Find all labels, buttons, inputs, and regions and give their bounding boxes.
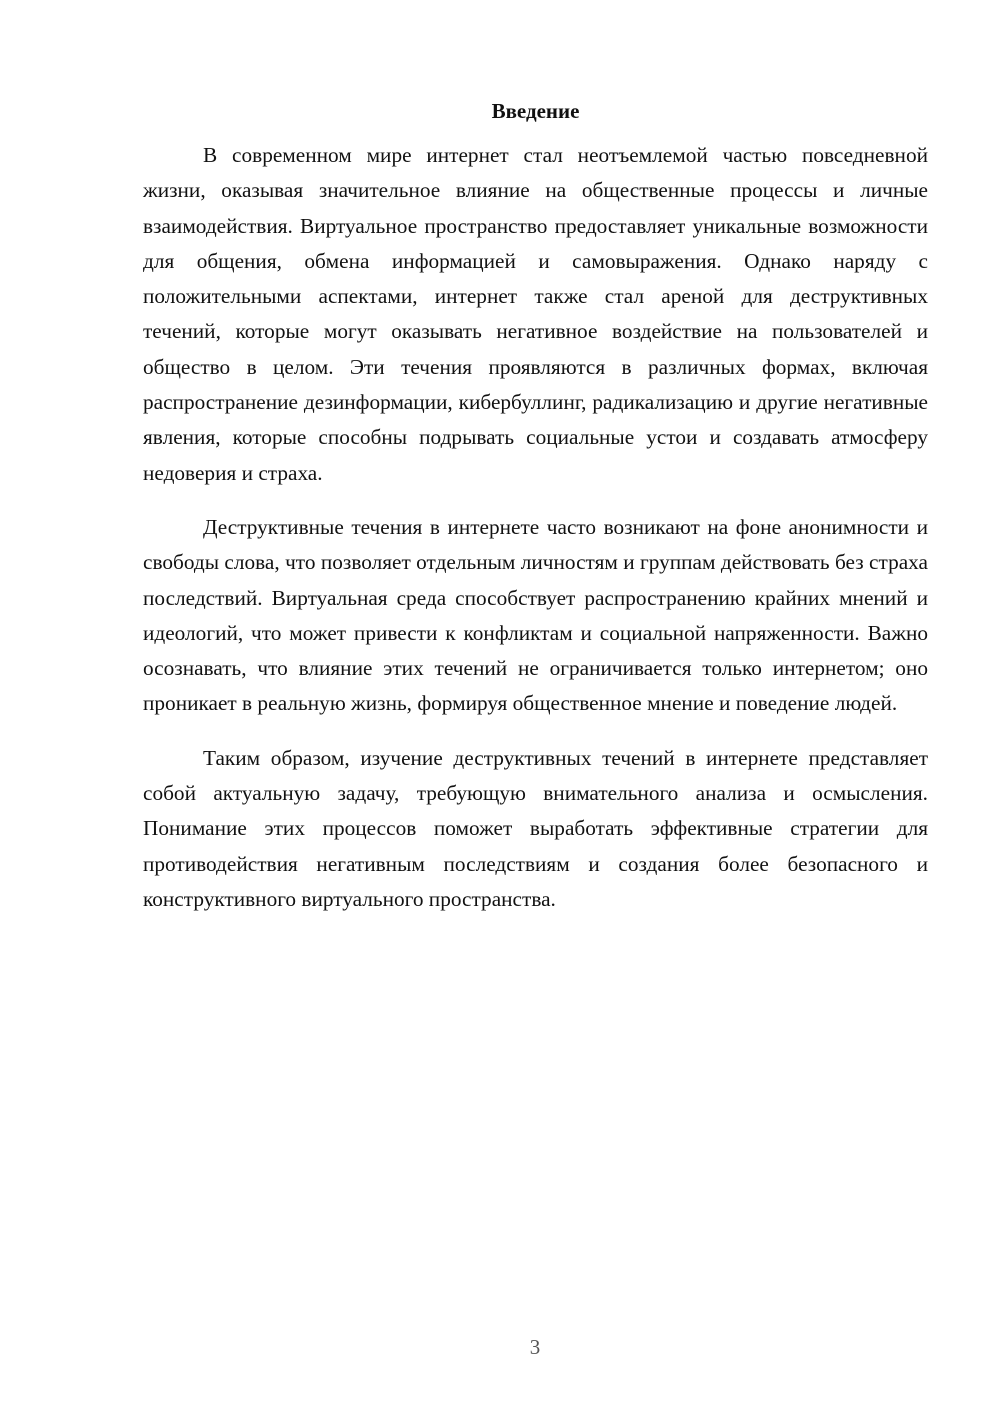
page-content [143, 98, 928, 936]
paragraph-2: Деструктивные течения в интернете часто возникают на фоне анонимности и свободы слова, что позволяет отдельным личностям и группам действовать без страха последствий. Виртуальная среда способствует распространению крайних мнений и идеологий, что может привести к конфликтам и социальной напряженности. Важно осознавать, что влияние этих течений не ограничивается только интернетом; оно проникает в реальную жизнь, формируя общественное мнение и поведение людей. [143, 514, 928, 716]
paragraph-3: Таким образом, изучение деструктивных течений в интернете представляет собой актуальную задачу, требующую внимательного анализа и осмысления. Понимание этих процессов поможет выработать эффективные стратегии для противодействия негативным последствиям и создания более безопасного и конструктивного виртуального пространства. [143, 745, 928, 911]
paragraph-1: В современном мире интернет стал неотъемлемой частью повседневной жизни, оказывая значительное влияние на общественные процессы и личные взаимодействия. Виртуальное пространство предоставляет уникальные возможности для общения, обмена информацией и самовыражения. Однако наряду с положительными аспектами, интернет также стал ареной для деструктивных течений, которые могут оказывать негативное воздействие на пользователей и общество в целом. Эти течения проявляются в различных формах, включая распространение дезинформации, кибербуллинг, радикализацию и другие негативные явления, которые способны подрывать социальные устои и создавать атмосферу недоверия и страха. [143, 143, 928, 485]
page-number: 3 [529, 1335, 541, 1359]
section-title: Введение [491, 99, 580, 123]
